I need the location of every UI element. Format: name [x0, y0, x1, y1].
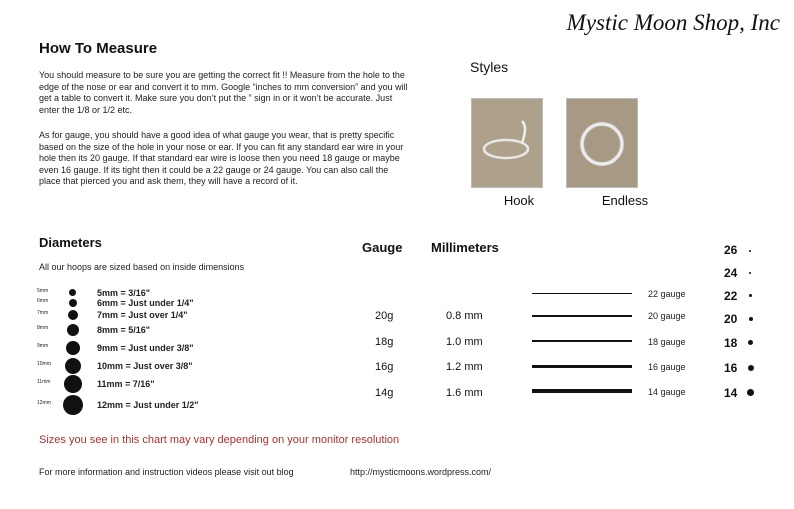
- styles-title: Styles: [470, 59, 509, 75]
- shop-brand: Mystic Moon Shop, Inc: [566, 10, 780, 35]
- endless-style-photo: [566, 98, 638, 188]
- how-to-measure-title: How To Measure: [39, 40, 158, 57]
- wire-label: 22 gauge: [648, 289, 686, 299]
- wire-sample-18: [532, 340, 632, 342]
- diameter-label: 5mm = 3/16": [97, 288, 151, 298]
- gauge-header: Gauge: [362, 240, 403, 255]
- gauge-dot: [747, 389, 754, 396]
- diameter-row-10mm: [37, 357, 357, 375]
- diameter-row-12mm: [37, 396, 357, 414]
- gauge-dot: [749, 317, 753, 321]
- diameter-dot: [65, 358, 81, 374]
- diameter-small-label: 10mm: [37, 361, 51, 367]
- diameter-label: 10mm = Just over 3/8": [97, 361, 193, 371]
- gauge-number: 24: [724, 266, 738, 280]
- mm-value: 0.8 mm: [446, 310, 483, 322]
- hook-caption: Hook: [503, 193, 535, 208]
- diameter-row-9mm: [37, 339, 357, 357]
- diameter-dot: [68, 310, 78, 320]
- gauge-value: 16g: [375, 361, 394, 373]
- diameter-label: 6mm = Just under 1/4": [97, 298, 194, 308]
- gauge-dot: [749, 272, 751, 274]
- gauge-number: 18: [724, 336, 738, 350]
- wire-label: 20 gauge: [648, 311, 686, 321]
- mm-value: 1.6 mm: [446, 387, 483, 399]
- wire-sample-14: [532, 389, 632, 393]
- hook-style-photo: [471, 98, 543, 188]
- gauge-number: 26: [724, 243, 738, 257]
- diameter-small-label: 12mm: [37, 400, 51, 406]
- gauge-dot: [749, 294, 752, 297]
- wire-label: 18 gauge: [648, 337, 686, 347]
- diameters-subtitle: All our hoops are sized based on inside dimensions: [39, 262, 245, 272]
- diameter-small-label: 7mm: [37, 310, 49, 316]
- wire-sample-22: [532, 293, 632, 294]
- diameter-small-label: 11mm: [37, 379, 51, 385]
- measure-paragraph-1: You should measure to be sure you are getting the correct fit !! Measure from the hole to the edge of the nose or ear and convert it to mm. Google “inches to mm conversion” and you will get a table to convert it. Make sure you don’t put the ” sign in or it won’t be accurate. Just enter the 1/8 or 1/2 etc.: [39, 70, 408, 115]
- gauge-number: 22: [724, 289, 738, 303]
- diameter-small-label: 9mm: [37, 343, 49, 349]
- diameter-small-label: 6mm: [37, 298, 49, 304]
- diameter-label: 7mm = Just over 1/4": [97, 310, 188, 320]
- gauge-value: 14g: [375, 387, 394, 399]
- wire-sample-20: [532, 315, 632, 317]
- gauge-number: 16: [724, 361, 738, 375]
- diameter-label: 12mm = Just under 1/2": [97, 400, 199, 410]
- diameter-label: 8mm = 5/16": [97, 325, 151, 335]
- diameter-dot: [66, 341, 80, 355]
- gauge-value: 20g: [375, 310, 394, 322]
- diameter-label: 11mm = 7/16": [97, 379, 155, 389]
- diameters-title: Diameters: [39, 235, 102, 250]
- gauge-dot: [749, 250, 751, 252]
- diameter-dot: [64, 375, 82, 393]
- gauge-dot: [748, 365, 754, 371]
- diameter-small-label: 5mm: [37, 288, 49, 294]
- diameter-row-11mm: [37, 375, 357, 393]
- diameter-small-label: 8mm: [37, 325, 49, 331]
- blog-link[interactable]: http://mysticmoons.wordpress.com/: [350, 467, 492, 477]
- diameter-dot: [63, 395, 83, 415]
- gauge-number: 14: [724, 386, 738, 400]
- wire-sample-16: [532, 365, 632, 368]
- wire-label: 16 gauge: [648, 362, 686, 372]
- wire-label: 14 gauge: [648, 387, 686, 397]
- mm-value: 1.0 mm: [446, 336, 483, 348]
- millimeters-header: Millimeters: [431, 240, 499, 255]
- endless-caption: Endless: [601, 193, 649, 208]
- measure-paragraph-2: As for gauge, you should have a good idea of what gauge you wear, that is pretty specific based on the size of the hole in your nose or ear. If you can fit any standard ear wire in your hole then its 20 gauge. If that standard ear wire is loose then you need 18 gauge or maybe even 16 gauge. If its tight then it could be a 22 gauge or 24 gauge. You can also call the place that pierced you and ask them, they will have a record of it.: [39, 130, 404, 187]
- gauge-value: 18g: [375, 336, 394, 348]
- gauge-number: 20: [724, 312, 738, 326]
- diameter-row-8mm: [37, 321, 357, 339]
- mm-value: 1.2 mm: [446, 361, 483, 373]
- footer-text: For more information and instruction videos please visit out blog: [39, 467, 294, 477]
- monitor-resolution-note: Sizes you see in this chart may vary depending on your monitor resolution: [39, 434, 400, 446]
- diameter-dot: [67, 324, 79, 336]
- gauge-dot: [748, 340, 753, 345]
- diameter-label: 9mm = Just under 3/8": [97, 343, 194, 353]
